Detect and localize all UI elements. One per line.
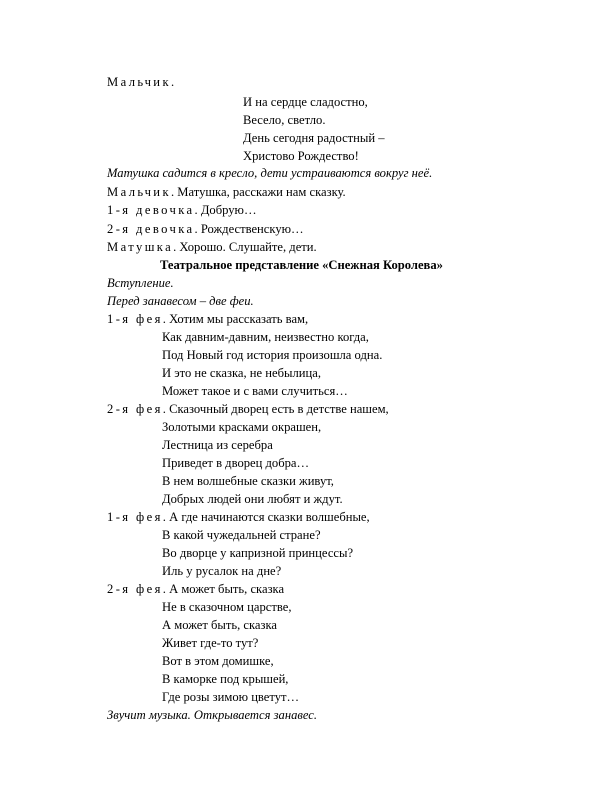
stage-direction: Вступление. xyxy=(107,276,174,290)
speaker-line xyxy=(107,184,346,200)
verse-line: Иль у русалок на дне? xyxy=(162,564,282,578)
speaker-line xyxy=(107,202,257,218)
verse-line: Не в сказочном царстве, xyxy=(162,600,292,614)
speaker-name: 2-я девочка xyxy=(107,222,195,236)
line-text: . Сказочный дворец есть в детстве нашем, xyxy=(162,402,389,416)
line-text: . Рождественскую… xyxy=(194,222,304,236)
speaker-line xyxy=(107,509,370,525)
line-text: . Матушка, расскажи нам сказку. xyxy=(170,185,346,199)
speaker-line xyxy=(107,74,174,90)
speaker-line xyxy=(107,581,284,597)
stage-direction: Перед занавесом – две феи. xyxy=(107,294,254,308)
verse-line: А может быть, сказка xyxy=(162,618,277,632)
speaker-name: Матушка xyxy=(107,240,174,254)
verse-line: Христово Рождество! xyxy=(243,149,359,163)
verse-line: Лестница из серебра xyxy=(162,438,273,452)
verse-line: День сегодня радостный – xyxy=(243,131,385,145)
stage-direction: Матушка садится в кресло, дети устраиваются вокруг неё. xyxy=(107,166,433,180)
speaker-name: 1-я фея xyxy=(107,510,163,524)
speaker-name: Мальчик xyxy=(107,185,171,199)
line-text: . xyxy=(170,75,175,89)
verse-line: Приведет в дворец добра… xyxy=(162,456,310,470)
line-text: . Хотим мы рассказать вам, xyxy=(162,312,309,326)
speaker-line xyxy=(107,401,389,417)
verse-line: Добрых людей они любят и ждут. xyxy=(162,492,343,506)
speaker-line xyxy=(107,239,317,255)
line-text: . А может быть, сказка xyxy=(162,582,285,596)
section-heading: Театральное представление «Снежная Королева» xyxy=(160,258,443,272)
speaker-name: 1-я девочка xyxy=(107,203,195,217)
stage-direction: Звучит музыка. Открывается занавес. xyxy=(107,708,317,722)
verse-line: Во дворце у капризной принцессы? xyxy=(162,546,354,560)
verse-line: Живет где-то тут? xyxy=(162,636,259,650)
verse-line: Весело, светло. xyxy=(243,113,326,127)
line-text: . Добрую… xyxy=(194,203,257,217)
speaker-line xyxy=(107,311,308,327)
verse-line: В какой чужедальней стране? xyxy=(162,528,321,542)
verse-line: Под Новый год история произошла одна. xyxy=(162,348,383,362)
speaker-name: Мальчик xyxy=(107,75,171,89)
verse-line: Золотыми красками окрашен, xyxy=(162,420,322,434)
speaker-name: 2-я фея xyxy=(107,402,163,416)
line-text: . Хорошо. Слушайте, дети. xyxy=(173,240,317,254)
verse-line: В нем волшебные сказки живут, xyxy=(162,474,334,488)
verse-line: Как давним-давним, неизвестно когда, xyxy=(162,330,369,344)
verse-line: Может такое и с вами случиться… xyxy=(162,384,348,398)
verse-line: Где розы зимою цветут… xyxy=(162,690,300,704)
verse-line: В каморке под крышей, xyxy=(162,672,289,686)
speaker-name: 1-я фея xyxy=(107,312,163,326)
line-text: . А где начинаются сказки волшебные, xyxy=(162,510,370,524)
speaker-name: 2-я фея xyxy=(107,582,163,596)
verse-line: Вот в этом домишке, xyxy=(162,654,274,668)
verse-line: И на сердце сладостно, xyxy=(243,95,368,109)
speaker-line xyxy=(107,221,304,237)
verse-line: И это не сказка, не небылица, xyxy=(162,366,321,380)
